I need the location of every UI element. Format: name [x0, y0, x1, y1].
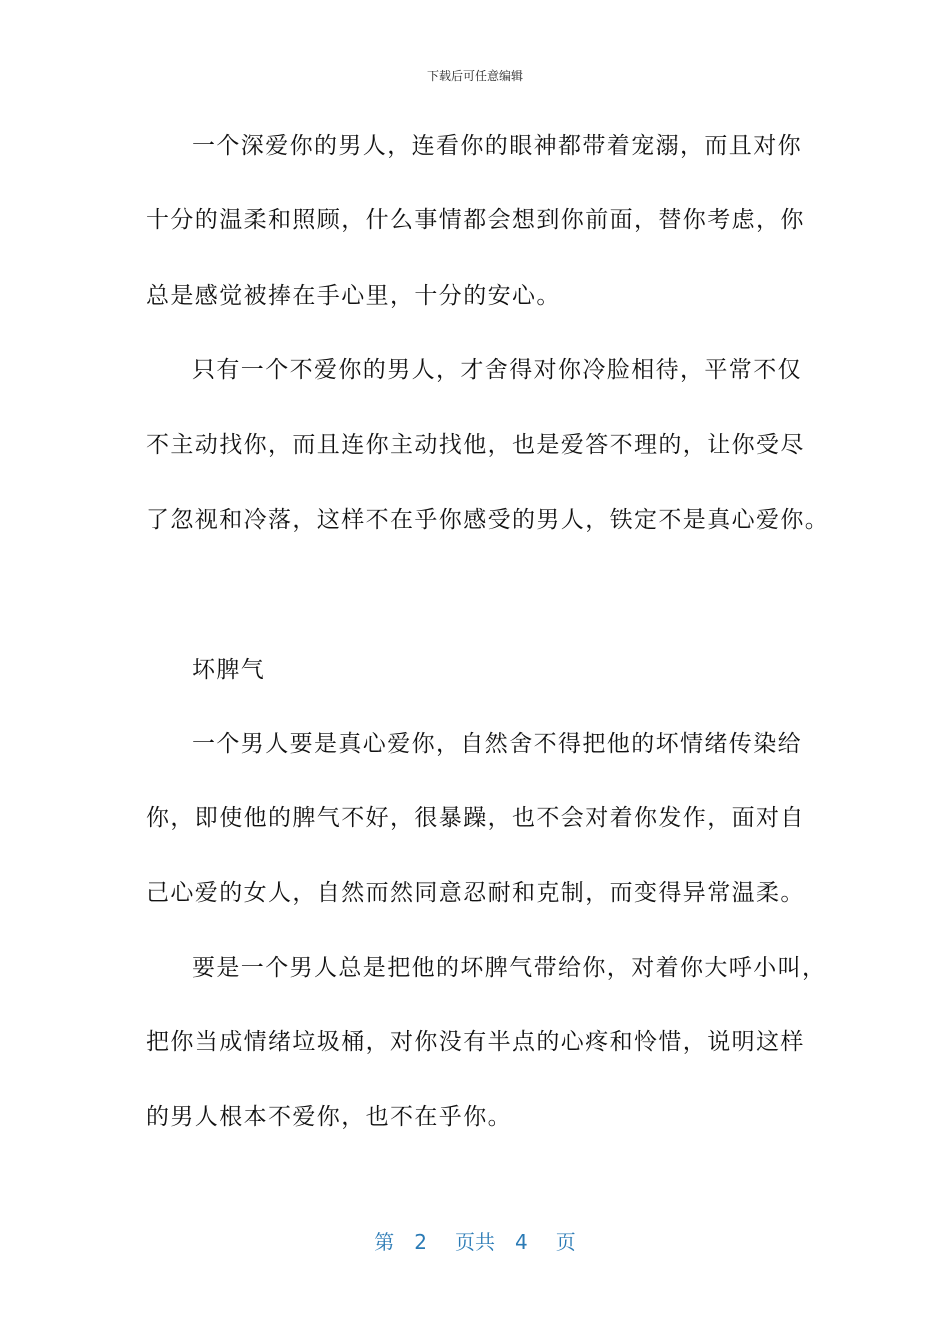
page-middle: 页共: [455, 1230, 495, 1254]
page-suffix: 页: [555, 1230, 576, 1254]
page-indicator: [0, 1226, 950, 1255]
paragraph-1-line-1: 一个深爱你的男人，连看你的眼神都带着宠溺，而且对你: [192, 133, 802, 159]
paragraph-4-line-2: 把你当成情绪垃圾桶，对你没有半点的心疼和怜惜，说明这样: [146, 1029, 805, 1055]
paragraph-1-line-2: 十分的温柔和照顾，什么事情都会想到你前面，替你考虑，你: [146, 207, 805, 233]
paragraph-2-line-1: 只有一个不爱你的男人，才舍得对你冷脸相待，平常不仅: [192, 357, 802, 383]
paragraph-3-line-1: 一个男人要是真心爱你，自然舍不得把他的坏情绪传染给: [192, 731, 802, 757]
paragraph-3-line-3: 己心爱的女人，自然而然同意忍耐和克制，而变得异常温柔。: [146, 880, 805, 906]
paragraph-3-line-2: 你，即使他的脾气不好，很暴躁，也不会对着你发作，面对自: [146, 805, 805, 831]
page-total: 4: [515, 1230, 528, 1254]
paragraph-2-line-2: 不主动找你，而且连你主动找他，也是爱答不理的，让你受尽: [146, 432, 805, 458]
page-prefix: 第: [374, 1230, 395, 1254]
paragraph-1-line-3: 总是感觉被捧在手心里，十分的安心。: [146, 283, 561, 309]
paragraph-4-line-3: 的男人根本不爱你，也不在乎你。: [146, 1104, 512, 1130]
paragraph-2-line-3: 了忽视和冷落，这样不在乎你感受的男人，铁定不是真心爱你。: [146, 507, 830, 533]
paragraph-4-line-1: 要是一个男人总是把他的坏脾气带给你，对着你大呼小叫，: [192, 955, 827, 981]
header-note: 下载后可任意编辑: [426, 69, 523, 83]
section-heading: 坏脾气: [192, 657, 266, 683]
page-number: 2: [414, 1230, 427, 1254]
